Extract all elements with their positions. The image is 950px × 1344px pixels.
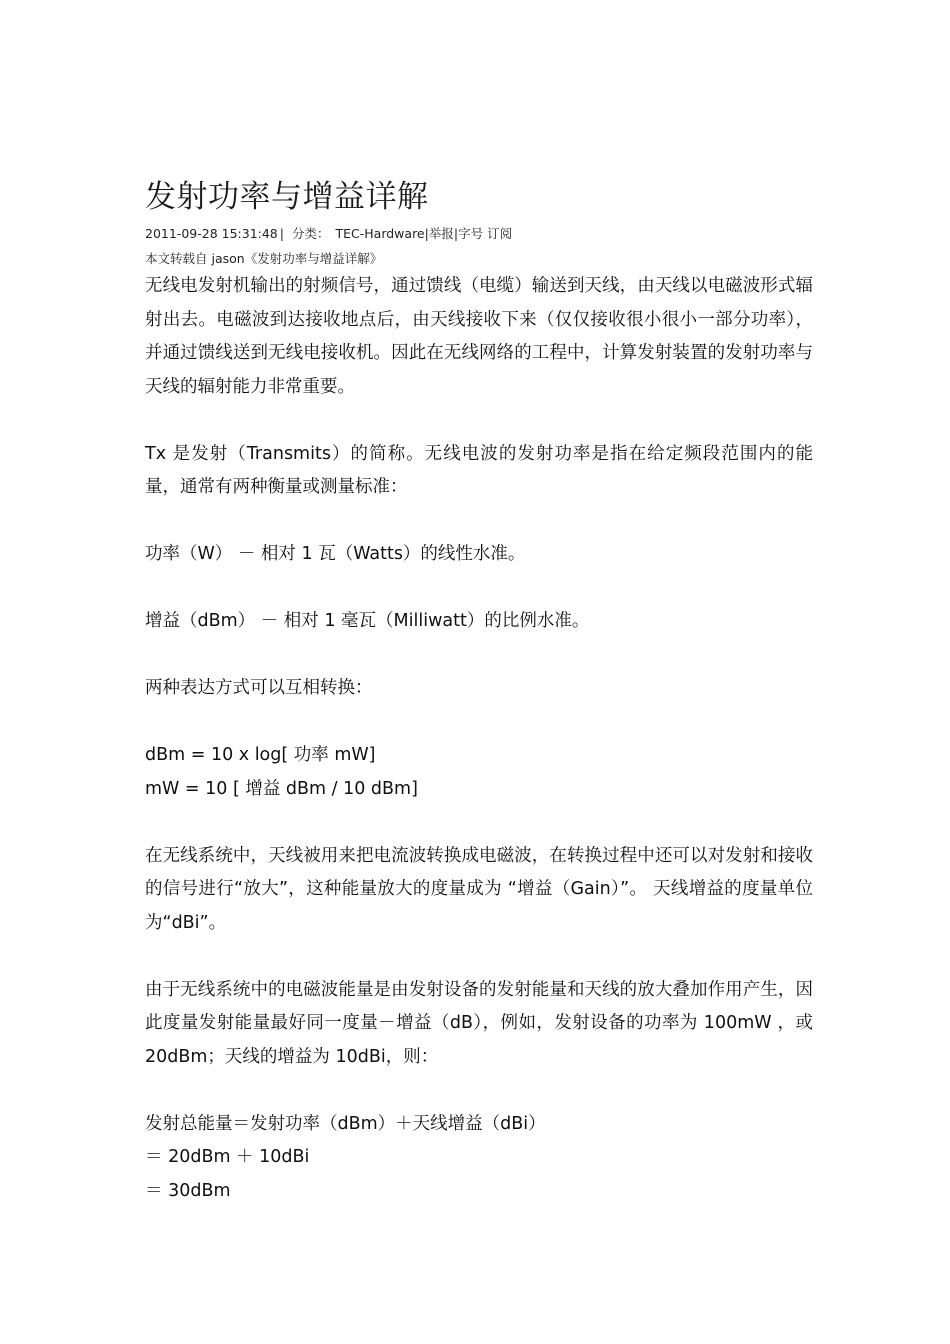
- paragraph-tx-definition: Tx 是发射（Transmits）的简称。无线电波的发射功率是指在给定频段范围内的能量，通常有两种衡量或测量标准：: [145, 443, 813, 497]
- calc-result: ＝ 30dBm: [145, 1180, 231, 1201]
- meta-separator: |: [279, 226, 284, 241]
- formula-dbm: dBm = 10 x log[ 功率 mW]: [145, 745, 376, 765]
- calc-total-energy: 发射总能量＝发射功率（dBm）＋天线增益（dBi）: [145, 1113, 546, 1134]
- meta-separator: |: [453, 226, 459, 241]
- article-body: [145, 270, 813, 1208]
- report-link[interactable]: 举报: [428, 226, 454, 241]
- post-datetime: 2011-09-28 15:31:48: [145, 226, 278, 241]
- paragraph-conversion: 两种表达方式可以互相转换：: [145, 678, 373, 698]
- category-link[interactable]: TEC-Hardware: [335, 226, 425, 241]
- article-meta: [145, 224, 512, 242]
- paragraph-gain-dbm: 增益（dBm） － 相对 1 毫瓦（Milliwatt）的比例水准。: [145, 611, 590, 631]
- article-title: 发射功率与增益详解: [145, 178, 429, 215]
- paragraph-example: 由于无线系统中的电磁波能量是由发射设备的发射能量和天线的放大叠加作用产生，因此度量发射能量最好同一度量－增益（dB），例如，发射设备的功率为 100mW ，或 20dBm；天线的增益为 10dBi，则：: [145, 979, 813, 1067]
- category-label: 分类：: [291, 226, 330, 241]
- font-size-link[interactable]: 字号: [458, 226, 484, 241]
- subscribe-link[interactable]: 订阅: [487, 226, 513, 241]
- paragraph-intro: 无线电发射机输出的射频信号，通过馈线（电缆）输送到天线，由天线以电磁波形式辐射出去。电磁波到达接收地点后，由天线接收下来（仅仅接收很小很小一部分功率），并通过馈线送到无线电接收机。因此在无线网络的工程中，计算发射装置的发射功率与天线的辐射能力非常重要。: [145, 276, 813, 397]
- meta-separator: |: [424, 226, 429, 241]
- formula-mw: mW = 10 [ 增益 dBm / 10 dBm]: [145, 778, 418, 799]
- calc-step-sum: ＝ 20dBm ＋ 10dBi: [145, 1147, 310, 1167]
- paragraph-antenna-gain: 在无线系统中，天线被用来把电流波转换成电磁波，在转换过程中还可以对发射和接收的信号进行“放大”，这种能量放大的度量成为 “增益（Gain）”。 天线增益的度量单位为“dBi”。: [145, 845, 813, 933]
- repost-note: 本文转载自 jason《发射功率与增益详解》: [145, 251, 383, 266]
- paragraph-power-watts: 功率（W） － 相对 1 瓦（Watts）的线性水准。: [145, 544, 526, 564]
